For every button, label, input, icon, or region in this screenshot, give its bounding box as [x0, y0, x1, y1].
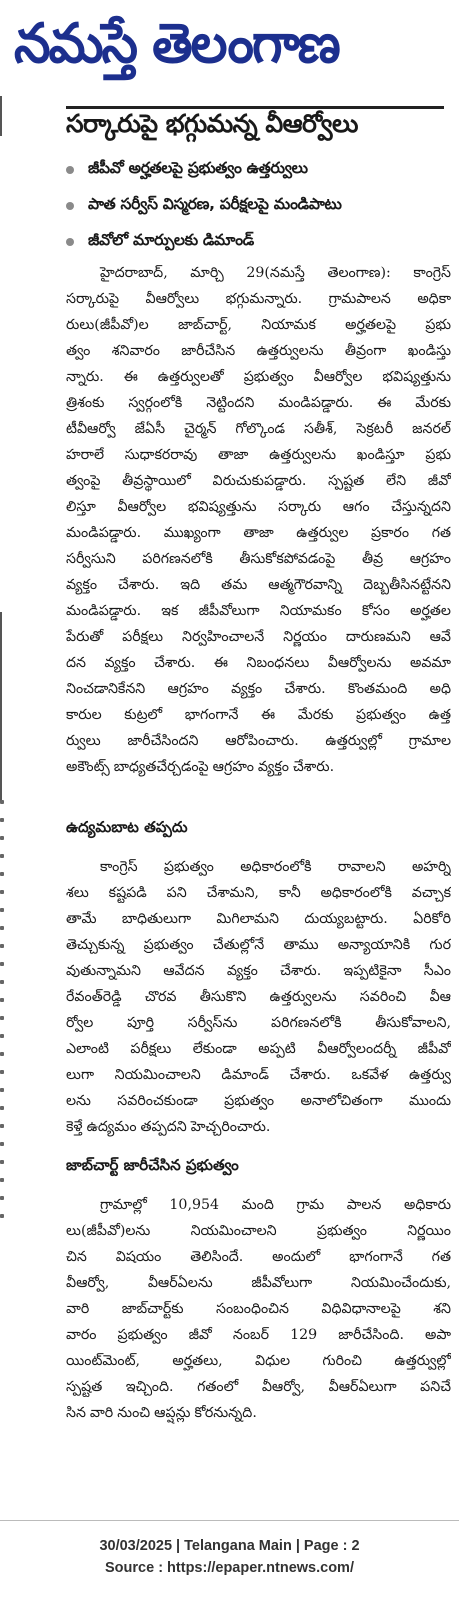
edge-mark: [0, 1052, 4, 1056]
article-paragraph-2: [66, 854, 451, 1140]
left-column-edge: [0, 612, 2, 802]
text-line: త్రిశంకు స్వర్గంలోకి నెట్టిందని మండిపడ్డారు. ఈ మేరకు: [66, 395, 451, 411]
edge-mark: [0, 818, 4, 822]
list-item: [66, 152, 444, 188]
text-line: దన వ్యక్తం చేశారు. ఈ నిబంధనలు వీఆర్వోలను అవమా: [66, 655, 451, 671]
edge-mark: [0, 854, 4, 858]
text-line: ర్వోల పూర్తి సర్వీస్‌ను పరిగణనలోకి తీసుకోవాలని,: [66, 1015, 451, 1031]
news-article: [66, 96, 454, 1496]
text-line: సర్వీసుని పరిగణనలోకి తీసుకోకపోవడంపై తీవ్ర ఆగ్రహం: [66, 551, 451, 567]
text-line: వుతున్నామని ఆవేదన వ్యక్తం చేశారు. ఇప్పటికైనా సీఎం: [66, 963, 451, 979]
bullet-text: పాత సర్వీస్ విస్మరణ, పరీక్షలపై మండిపాటు: [88, 195, 342, 213]
edge-mark: [0, 980, 4, 984]
bullet-icon: [66, 166, 74, 174]
edge-mark: [0, 1106, 4, 1110]
edge-mark: [0, 944, 4, 948]
list-item: [66, 224, 444, 260]
bullet-icon: [66, 202, 74, 210]
article-paragraph-1: [66, 260, 451, 780]
edge-mark: [0, 1034, 4, 1038]
text-line: స్పష్టత ఇచ్చింది. గతంలో వీఆర్వో, వీఆర్ఏలుగా పనిచే: [66, 1379, 451, 1395]
text-line: చిన విషయం తెలిసిందే. అందులో భాగంగానే గత: [66, 1249, 451, 1265]
edge-mark: [0, 1196, 4, 1200]
text-line: నించడానికేనని ఆగ్రహం వ్యక్తం చేశారు. కొంతమంది అధి: [66, 681, 451, 697]
text-line: లిస్తూ వీఆర్వోల భవిష్యత్తును సర్కారు ఆగం చేస్తున్నదని: [66, 499, 451, 515]
list-item: [66, 188, 444, 224]
edge-mark: [0, 800, 4, 804]
edge-mark: [0, 908, 4, 912]
text-line: వారి జాబ్‌చార్ట్‌కు సంబంధించిన విధివిధానాలపై శని: [66, 1301, 451, 1317]
text-line: లుగా నియమించాలని డిమాండ్ చేశారు. ఒకవేళ ఉత్తర్వు: [66, 1067, 451, 1083]
text-line: గ్రామాల్లో 10,954 మంది గ్రామ పాలన అధికారు: [100, 1197, 451, 1213]
masthead: [0, 0, 459, 98]
text-line: ర్వులు జారీచేసిందని ఆరోపించారు. ఉత్తర్వుల్లో గ్రామాల: [66, 733, 451, 749]
footer-date-line: 30/03/2025 | Telangana Main | Page : 2: [99, 1538, 360, 1554]
text-line: న్నారు. ఈ ఉత్తర్వులతో ప్రభుత్వం వీఆర్వోల భవిష్యత్తును: [66, 369, 451, 385]
footer-divider: [0, 1520, 459, 1521]
edge-mark: [0, 1142, 4, 1146]
text-line: సర్కారుపై వీఆర్వోలు భగ్గుమన్నారు. గ్రామపాలన అధికా: [66, 291, 451, 307]
edge-mark: [0, 926, 4, 930]
left-column-edge: [0, 96, 2, 136]
edge-mark: [0, 872, 4, 876]
edge-mark: [0, 1016, 4, 1020]
left-column-marks: [0, 800, 4, 1240]
text-line: ఎలాంటి పరీక్షలు లేకుండా అప్పటి వీఆర్వోలందర్నీ జీపీవో: [66, 1041, 451, 1057]
text-line: రులు(జీపీవో)ల జాబ్‌చార్ట్, నియామక అర్హతలపై ప్రభు: [66, 317, 451, 333]
text-line: కాంగ్రెస్ ప్రభుత్వం అధికారంలోకి రావాలని అహర్ని: [100, 859, 451, 875]
edge-mark: [0, 1214, 4, 1218]
text-line: సిన వారి నుంచి ఆప్షన్లు కోరనున్నది.: [66, 1405, 257, 1421]
subheading: జాబ్‌చార్ట్ జారీచేసిన ప్రభుత్వం: [66, 1156, 239, 1174]
edge-mark: [0, 1178, 4, 1182]
bullet-icon: [66, 238, 74, 246]
text-line: మండిపడ్డారు. ఇక జీపీవోలుగా నియామకం కోసం అర్హతల: [66, 603, 451, 619]
text-line: తామే బాధితులుగా మిగిలామని దుయ్యబట్టారు. ఏరికోరి: [66, 911, 451, 927]
text-line: లు(జీపీవో)లను నియమించాలని ప్రభుత్వం నిర్ణయిం: [66, 1223, 451, 1239]
text-line: మండిపడ్డారు. ముఖ్యంగా తాజా ఉత్తర్వుల ప్రకారం గత: [66, 525, 451, 541]
edge-mark: [0, 998, 4, 1002]
text-line: త్వంపై తీవ్రస్థాయిలో విరుచుకుపడ్డారు. స్పష్టత లేని జీవో: [66, 473, 451, 489]
text-line: టీవీఆర్వో జేఏసీ చైర్మన్ గోల్కొండ సతీశ్, సెక్రటరీ జనరల్: [66, 421, 451, 437]
text-line: తెచ్చుకున్న ప్రభుత్వం చేతుల్లోనే తాము అన్యాయానికి గుర: [66, 937, 451, 953]
text-line: కారుల కుట్రలో భాగంగానే ఈ మేరకు ప్రభుత్వం ఉత్త: [66, 707, 451, 723]
edge-mark: [0, 1088, 4, 1092]
edge-mark: [0, 1160, 4, 1164]
text-line: పేరుతో పరీక్షలు నిర్వహించాలనే నిర్ణయం దారుణమని ఆవే: [66, 629, 451, 645]
text-line: లను సవరించకుండా ప్రభుత్వం అనాలోచితంగా ముందు: [66, 1093, 451, 1109]
bullet-text: జీవోలో మార్పులకు డిమాండ్: [88, 231, 254, 249]
text-line: యింట్‌మెంట్, అర్హతలు, విధుల గురించి ఉత్తర్వుల్లో: [66, 1353, 451, 1369]
text-line: వారం ప్రభుత్వం జీవో నంబర్ 129 జారీచేసింది. అపా: [66, 1327, 451, 1343]
bullet-list: [66, 152, 444, 260]
newspaper-logo: నమస్తే తెలంగాణ: [14, 12, 339, 76]
edge-mark: [0, 962, 4, 966]
edge-mark: [0, 836, 4, 840]
text-line: కెళ్తే ఉద్యమం తప్పదని హెచ్చరించారు.: [66, 1119, 271, 1135]
text-line: వ్యక్తం చేశారు. ఇది తమ ఆత్మగౌరవాన్ని దెబ్బతీసినట్టేనని: [66, 577, 451, 593]
text-line: అకౌంట్స్ బాధ్యతచేర్చడంపై ఆగ్రహం వ్యక్తం చేశారు.: [66, 759, 335, 775]
article-headline: సర్కారుపై భగ్గుమన్న వీఆర్వోలు: [66, 109, 358, 138]
text-line: వీఆర్వో, వీఆర్ఏలను జీపీవోలుగా నియమించేందుకు,: [66, 1275, 451, 1291]
edge-mark: [0, 890, 4, 894]
bullet-text: జీపీవో అర్హతలపై ప్రభుత్వం ఉత్తర్వులు: [88, 159, 308, 177]
text-line: శలు కష్టపడి పని చేశామని, కానీ అధికారంలోకి వచ్చాక: [66, 885, 451, 901]
subheading: ఉద్యమబాట తప్పదు: [66, 818, 188, 836]
text-line: హరాలే సుధాకరరావు తాజా ఉత్తర్వులను ఖండిస్తూ ప్రభు: [66, 447, 451, 463]
edge-mark: [0, 1124, 4, 1128]
text-line: త్వం శనివారం జారీచేసిన ఉత్తర్వులను తీవ్రంగా ఖండిస్తు: [66, 343, 451, 359]
text-line: హైదరాబాద్, మార్చి 29(నమస్తే తెలంగాణ): కాంగ్రెస్: [100, 265, 451, 281]
text-line: రేవంత్‌రెడ్డి చొరవ తీసుకొని ఉత్తర్వులను సవరించి వీఆ: [66, 989, 451, 1005]
article-paragraph-3: [66, 1192, 451, 1426]
edge-mark: [0, 1070, 4, 1074]
footer-source-line: Source : https://epaper.ntnews.com/: [105, 1560, 354, 1576]
